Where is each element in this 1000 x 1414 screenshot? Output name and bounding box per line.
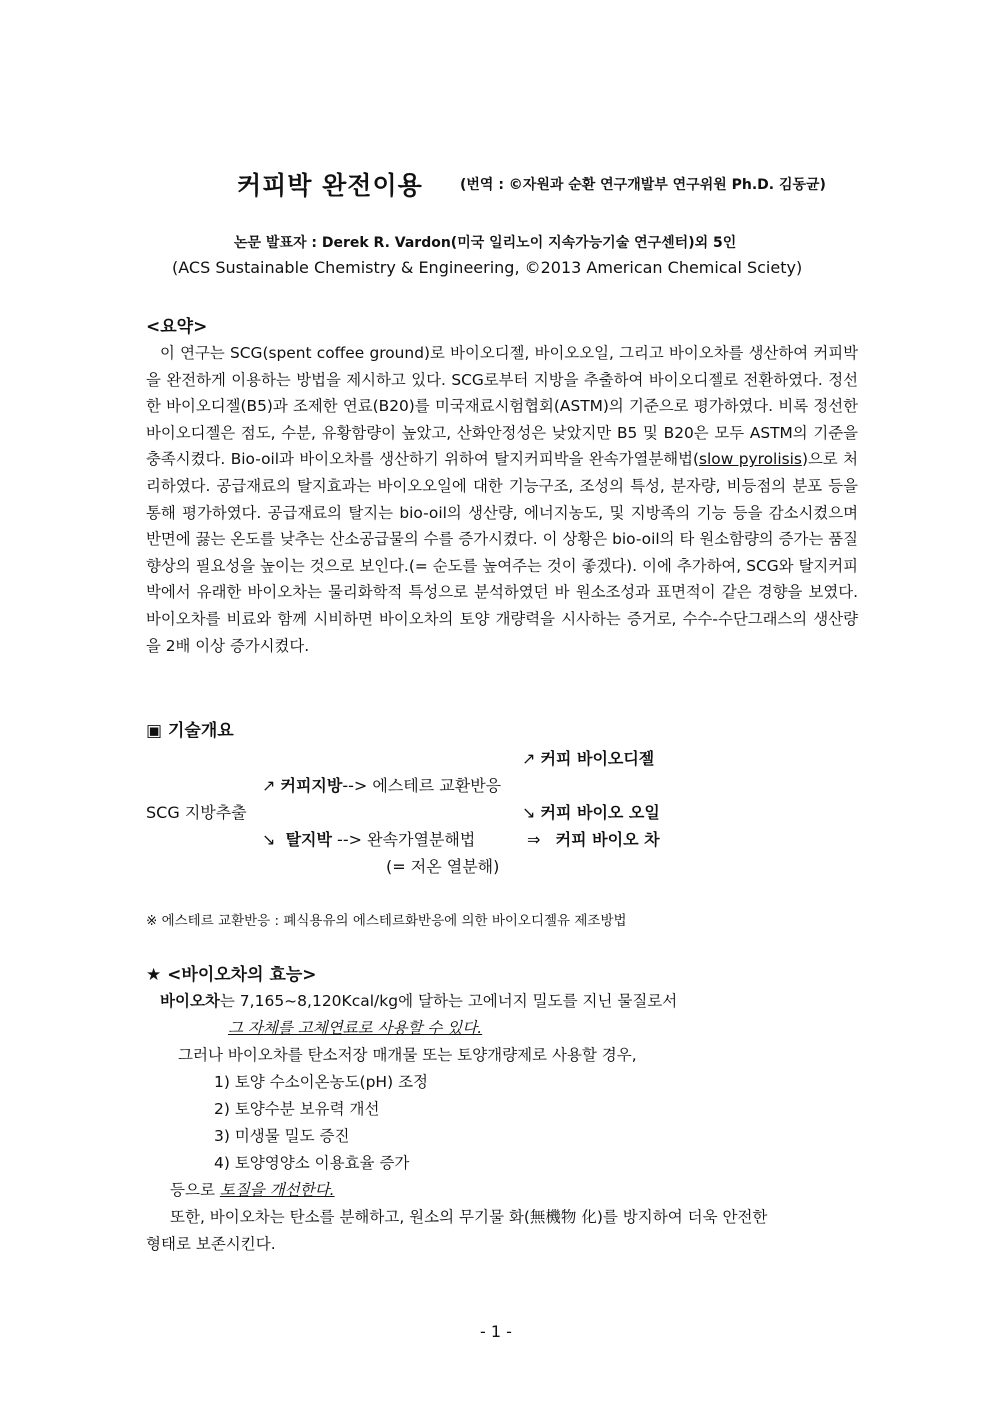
page-title: 커피박 완전이용: [237, 171, 423, 200]
biochar-line6: 형태로 보존시킨다.: [146, 1235, 276, 1253]
node-coffee-fat: 커피지방: [280, 776, 343, 795]
tech-heading: ▣ 기술개요: [146, 721, 234, 741]
summary-text-part2: )으로 처리하였다. 공급재료의 탈지효과는 바이오오일에 대한 기능구조, 조성의 특성, 분자량, 비등점의 분포 등을 통해 평가하였다. 공급재료의 탈지는 bio-oil의 생산량, 에너지농도, 및 지방족의 기능 등을 감소시켰으며 반면에 끓는 온도를 낮추는 산소공급물의 수를 증가시켰다. 이 상황은 bio-oil의 타 원소함량의 증가는 품질향상의 필요성을 높이는 것으로 보인다.(= 순도를 높여주는 것이 좋겠다). 이에 추가하여, SCG와 탈지커피박에서 유래한 바이오차는 물리화학적 특성으로 분석하였던 바 원소조성과 표면적이 같은 경향을 보였다. 바이오차를 비료와 함께 시비하면 바이오차의 토양 개량력을 시사하는 증거로, 수수-수단그래스의 생산량을 2배 이상 증가시켰다.: [146, 450, 859, 655]
paper-presenter: 논문 발표자 : Derek R. Vardon(미국 일리노이 지속가능기술 연구센터)외 5인: [234, 235, 737, 251]
translator-credit: (번역 : ©자원과 순환 연구개발부 연구위원 Ph.D. 김동균): [460, 177, 826, 193]
node-defatted-grounds: 탈지박: [285, 830, 332, 849]
diagram-row-biochar: [527, 827, 660, 850]
node-scg-fat-extraction: SCG 지방추출: [146, 803, 247, 822]
summary-heading: <요약>: [146, 317, 208, 337]
page-number: - 1 -: [480, 1322, 512, 1341]
double-arrow-right-icon: ⇒: [527, 830, 541, 849]
defatted-process-link: --> 완속가열분해법: [337, 830, 476, 849]
arrow-up-right-icon: ↗: [522, 749, 536, 768]
biochar-term: 바이오차: [160, 992, 220, 1010]
biochar-solid-fuel-line: 그 자체를 고체연료로 사용할 수 있다.: [228, 1019, 483, 1037]
fat-process-link: --> 에스테르 교환반응: [342, 776, 502, 795]
biochar-line1-text: 는 7,165~8,120Kcal/kg에 달하는 고에너지 밀도를 지닌 물질로서: [219, 992, 678, 1010]
biochar-heading: ★ <바이오차의 효능>: [146, 965, 317, 985]
arrow-up-right-icon: ↗: [262, 776, 276, 795]
low-temp-pyrolysis-note: (= 저온 열분해): [386, 857, 500, 876]
arrow-down-right-icon: ↘: [262, 830, 276, 849]
node-coffee-biodiesel: 커피 바이오디젤: [540, 749, 655, 768]
biochar-line4: [170, 1178, 335, 1200]
arrow-down-right-icon: ↘: [522, 803, 536, 822]
diagram-row-biodiesel: [522, 746, 654, 769]
list-item: 3) 미생물 밀도 증진: [214, 1127, 350, 1145]
diagram-row-defatted: [262, 827, 475, 850]
biochar-line4-prefix: 등으로: [170, 1181, 215, 1199]
summary-text-underlined: slow pyrolisis: [699, 450, 802, 469]
node-coffee-biooil: 커피 바이오 오일: [540, 803, 660, 822]
transesterification-note: ※ 에스테르 교환반응 : 폐식용유의 에스테르화반응에 의한 바이오디젤유 제조방법: [146, 913, 627, 929]
biochar-line1: [160, 989, 677, 1011]
list-item: 1) 토양 수소이온농도(pH) 조정: [214, 1073, 429, 1091]
soil-improvement-text: 토질을 개선한다.: [219, 1181, 335, 1199]
biochar-line5: 또한, 바이오차는 탄소를 분해하고, 원소의 무기물 화(無機物 化)를 방지하여 더욱 안전한: [170, 1208, 768, 1226]
node-coffee-biochar: 커피 바이오 차: [555, 830, 660, 849]
list-item: 2) 토양수분 보유력 개선: [214, 1100, 380, 1118]
summary-paragraph: [146, 340, 858, 659]
diagram-row-fat: [262, 773, 501, 796]
diagram-row-biooil: [522, 800, 660, 823]
journal-citation: (ACS Sustainable Chemistry & Engineering, ©2013 American Chemical Sciety): [172, 258, 803, 277]
list-item: 4) 토양영양소 이용효율 증가: [214, 1154, 410, 1172]
summary-text-part1: 이 연구는 SCG(spent coffee ground)로 바이오디젤, 바이오오일, 그리고 바이오차를 생산하여 커피박을 완전하게 이용하는 방법을 제시하고 있다. SCG로부터 지방을 추출하여 바이오디젤로 전환하였다. 정선한 바이오디젤(B5)과 조제한 연료(B20)를 미국재료시험협회(ASTM)의 기준으로 평가하였다. 비록 정선한 바이오디젤은 점도, 수분, 유황함량이 높았고, 산화안정성은 낮았지만 B5 및 B20은 모두 ASTM의 기준을 충족시켰다. Bio-oil과 바이오차를 생산하기 위하여 탈지커피박을 완속가열분해법(: [146, 344, 858, 469]
biochar-line3: 그러나 바이오차를 탄소저장 매개물 또는 토양개량제로 사용할 경우,: [178, 1046, 637, 1064]
